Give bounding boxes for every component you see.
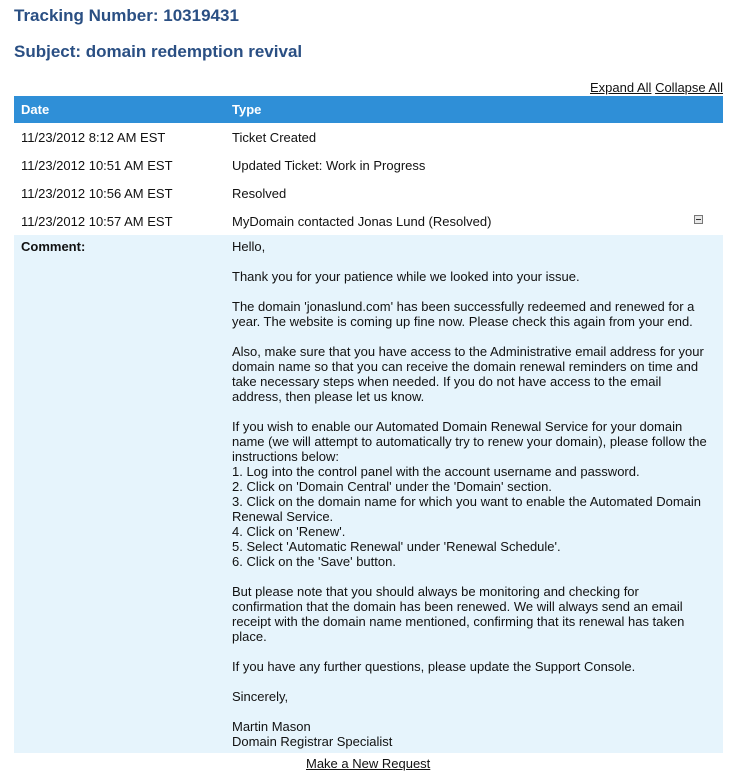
comment-paragraph bbox=[232, 419, 712, 569]
comment-paragraph bbox=[232, 344, 712, 404]
table-row bbox=[14, 179, 723, 207]
footer-links bbox=[306, 756, 430, 771]
comment-paragraph bbox=[232, 719, 712, 749]
collapse-toggle-icon[interactable] bbox=[694, 215, 703, 224]
comment-body bbox=[232, 239, 712, 749]
comment-line: The domain 'jonaslund.com' has been successfully redeemed and renewed for a year. The website is coming up fine now. Please check this again from your end. bbox=[232, 299, 695, 329]
row-type: Ticket Created bbox=[232, 130, 317, 145]
comment-line: 5. Select 'Automatic Renewal' under 'Renewal Schedule'. bbox=[232, 539, 561, 554]
ticket-history-table bbox=[14, 96, 723, 753]
comment-line: 3. Click on the domain name for which you want to enable the Automated Domain Renewal Service. bbox=[232, 494, 701, 524]
row-date: 11/23/2012 10:51 AM EST bbox=[21, 158, 173, 173]
new-request-link[interactable]: Make a New Request bbox=[306, 756, 431, 771]
comment-line: 4. Click on 'Renew'. bbox=[232, 524, 346, 539]
expand-collapse-links bbox=[590, 80, 723, 95]
comment-line: 2. Click on 'Domain Central' under the 'Domain' section. bbox=[232, 479, 552, 494]
comment-paragraph bbox=[232, 269, 712, 284]
comment-paragraph bbox=[232, 299, 712, 329]
comment-line: Martin Mason bbox=[232, 719, 311, 734]
table-row bbox=[14, 207, 723, 235]
comment-line: Hello, bbox=[232, 239, 266, 254]
comment-line: 6. Click on the 'Save' button. bbox=[232, 554, 396, 569]
expand-all-link[interactable]: Expand All bbox=[590, 80, 652, 95]
row-type: MyDomain contacted Jonas Lund (Resolved) bbox=[232, 214, 492, 229]
row-date: 11/23/2012 10:56 AM EST bbox=[21, 186, 173, 201]
comment-line: 1. Log into the control panel with the account username and password. bbox=[232, 464, 640, 479]
type-column-header: Type bbox=[232, 102, 262, 117]
row-type: Updated Ticket: Work in Progress bbox=[232, 158, 426, 173]
comment-label: Comment: bbox=[21, 239, 86, 254]
comment-line: Sincerely, bbox=[232, 689, 289, 704]
comment-line: Domain Registrar Specialist bbox=[232, 734, 393, 749]
date-column-header: Date bbox=[21, 102, 50, 117]
row-type: Resolved bbox=[232, 186, 287, 201]
comment-line: If you wish to enable our Automated Domain Renewal Service for your domain name (we will attempt to automatically try to renew your domain), please follow the instructions below: bbox=[232, 419, 707, 464]
comment-paragraph bbox=[232, 584, 712, 644]
row-date: 11/23/2012 10:57 AM EST bbox=[21, 214, 173, 229]
row-date: 11/23/2012 8:12 AM EST bbox=[21, 130, 166, 145]
table-row bbox=[14, 151, 723, 179]
tracking-number: Tracking Number: 10319431 bbox=[14, 6, 239, 25]
comment-line: If you have any further questions, please update the Support Console. bbox=[232, 659, 636, 674]
table-header bbox=[14, 96, 723, 123]
comment-paragraph bbox=[232, 239, 712, 254]
comment-section bbox=[14, 235, 723, 753]
ticket-subject: Subject: domain redemption revival bbox=[14, 42, 303, 61]
comment-paragraph bbox=[232, 689, 712, 704]
table-row bbox=[14, 123, 723, 151]
comment-line: Thank you for your patience while we looked into your issue. bbox=[232, 269, 580, 284]
collapse-all-link[interactable]: Collapse All bbox=[655, 80, 723, 95]
comment-paragraph bbox=[232, 659, 712, 674]
comment-line: Also, make sure that you have access to the Administrative email address for your domain name so that you can receive the domain renewal reminders on time and take necessary steps when needed. If you do not have access to the email address, then please let us know. bbox=[232, 344, 704, 404]
comment-line: But please note that you should always be monitoring and checking for confirmation that the domain has been renewed. We will always send an email receipt with the domain name mentioned, confirming that its renewal has taken place. bbox=[232, 584, 685, 644]
